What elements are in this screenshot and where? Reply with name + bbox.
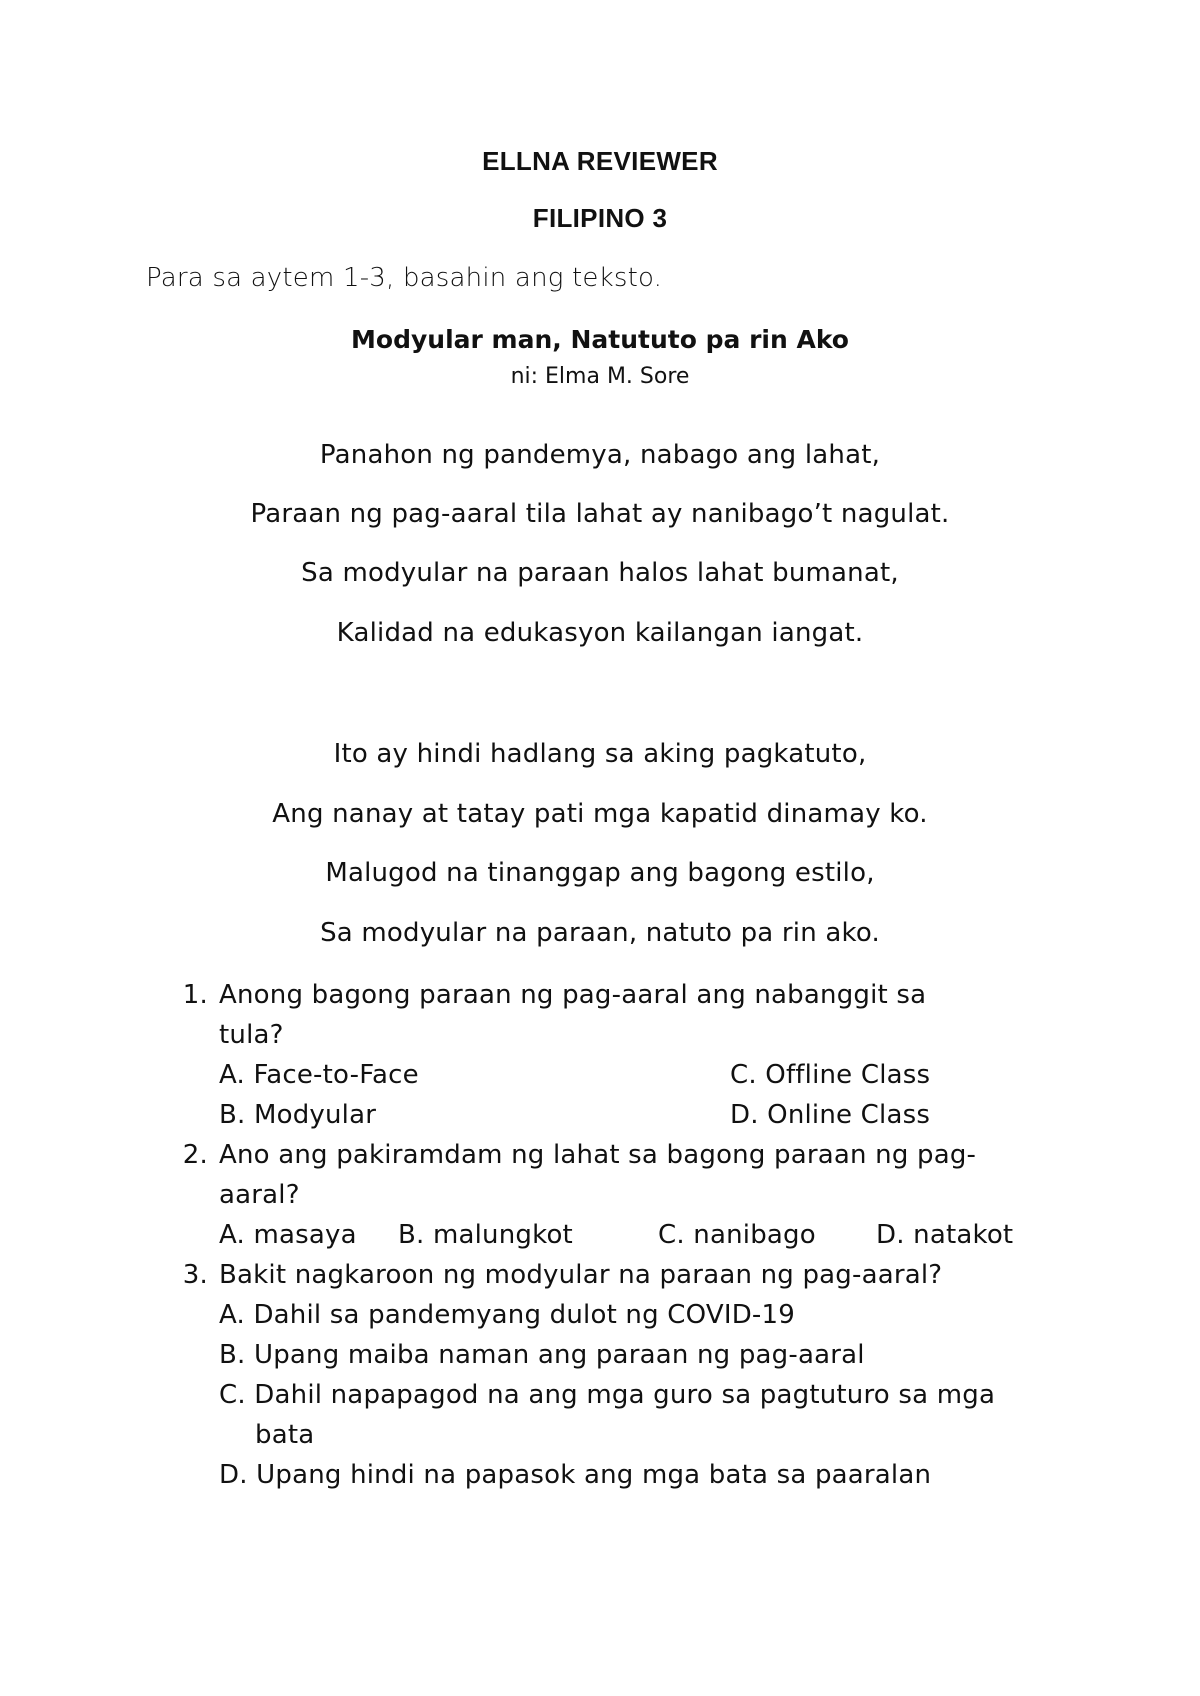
poem-line: Ito ay hindi hadlang sa aking pagkatuto, — [333, 739, 867, 769]
poem-line: Ang nanay at tatay pati mga kapatid dinamay ko. — [272, 799, 928, 829]
question-text: aaral? — [219, 1180, 300, 1210]
poem-line: Sa modyular na paraan halos lahat bumanat, — [301, 558, 899, 588]
poem-line: Malugod na tinanggap ang bagong estilo, — [325, 858, 875, 888]
subject-title: FILIPINO 3 — [532, 203, 668, 233]
poem-title: Modyular man, Natututo pa rin Ako — [351, 325, 849, 354]
instruction-text: Para sa aytem 1-3, basahin ang teksto. — [146, 263, 663, 293]
answer-choice: A. Dahil sa pandemyang dulot ng COVID-19 — [219, 1300, 795, 1330]
document-title: ELLNA REVIEWER — [482, 146, 718, 176]
poem-line: Paraan ng pag-aaral tila lahat ay nanibago’t nagulat. — [250, 499, 950, 529]
answer-choice: D. natakot — [876, 1220, 1014, 1250]
answer-choice: C. Dahil napapagod na ang mga guro sa pagtuturo sa mga — [219, 1380, 996, 1410]
answer-choice: B. Modyular — [219, 1100, 377, 1130]
question-number: 1. — [182, 980, 208, 1010]
question-text: Anong bagong paraan ng pag-aaral ang nabanggit sa — [219, 980, 927, 1010]
answer-choice: D. Online Class — [730, 1100, 931, 1130]
answer-choice: C. nanibago — [658, 1220, 816, 1250]
answer-choice: B. Upang maiba naman ang paraan ng pag-aaral — [219, 1340, 865, 1370]
answer-choice-continuation: bata — [255, 1420, 315, 1450]
question-number: 2. — [182, 1140, 208, 1170]
answer-choice: D. Upang hindi na papasok ang mga bata sa paaralan — [219, 1460, 932, 1490]
poem-author: ni: Elma M. Sore — [510, 364, 690, 389]
poem-line: Sa modyular na paraan, natuto pa rin ako. — [320, 918, 880, 948]
question-text: tula? — [219, 1020, 284, 1050]
answer-choice: B. malungkot — [398, 1220, 573, 1250]
poem-line: Panahon ng pandemya, nabago ang lahat, — [319, 440, 881, 470]
answer-choice: A. masaya — [219, 1220, 357, 1250]
question-text: Ano ang pakiramdam ng lahat sa bagong paraan ng pag- — [219, 1140, 977, 1170]
answer-choice: C. Offline Class — [730, 1060, 931, 1090]
question-number: 3. — [182, 1260, 208, 1290]
question-text: Bakit nagkaroon ng modyular na paraan ng pag-aaral? — [219, 1260, 943, 1290]
poem-line: Kalidad na edukasyon kailangan iangat. — [336, 618, 864, 648]
answer-choice: A. Face-to-Face — [219, 1060, 419, 1090]
